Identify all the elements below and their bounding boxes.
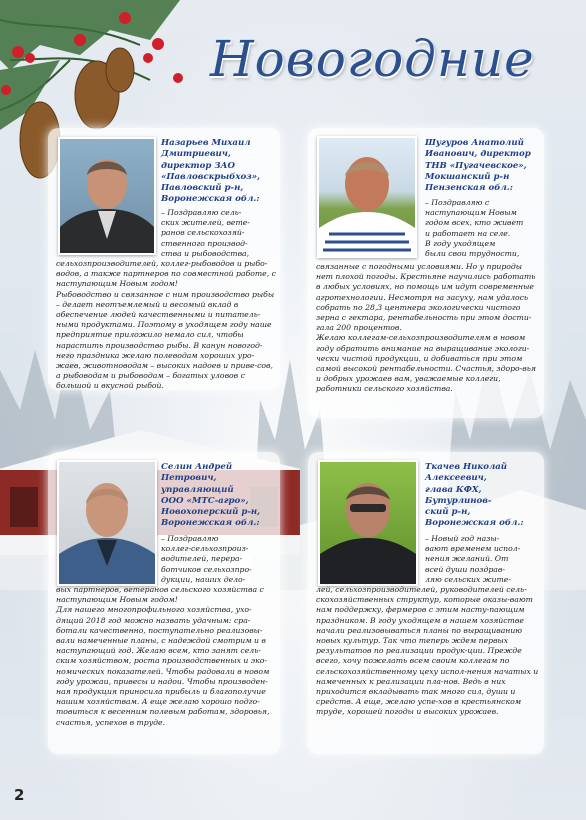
person-name: Шугуров Анатолий Иванович, директор ТНВ «Пугачевское», Мокшанский р-н Пензенская обл.: [425, 138, 531, 194]
page-number: 2 [14, 786, 25, 804]
portrait-photo [57, 460, 157, 586]
greeting-body: сельхозпроизводителей, коллег-рыбоводов и рыбо-водов, а также партнеров по совместной работе, с наступающим Новым годом! Рыбоводство и связанное с ним производство рыбы – делает неотъемлемый и весомый вклад в обеспечение людей качественными и питатель-ными продуктами. Поэтому в уходящем году наше предприятие приложило немало сил, чтобы нарастить производство рыбы. В канун новогод-него праздника желаю полеводам хороших уро-жаев, животноводам – высоких надоев и приве-сов, а рыбоводам и рыбоводам – богатых уловов с большой и вкусной рыбой. [56, 259, 276, 391]
greeting-intro: – Поздравляю с наступающим Новым годом всех, кто живет и работает на селе. В году уходящем были свои трудности, [425, 198, 524, 259]
portrait-photo [317, 136, 417, 258]
portrait-photo [58, 137, 156, 255]
greeting-intro: – Поздравляю сель- ских жителей, вете- ранов сельскохозяй- ственного производ- ства и рыбоводства, [161, 208, 250, 258]
greeting-body: связанные с погодными условиями. Но у природы нет плохой погоды. Крестьяне научились работать в любых условиях, но помощь им идут современные агротехнологии. Несмотря на засуху, нам удалось собрать по 28,3 центнера экологически чистого зерна с гектара, рентабельность при этом дости-гала 200 процентов. Желаю коллегам-сельхозпроизводителям в новом году обратить внимание на выращивание экологи-чески чистой продукции, и добиваться при этом самой высокой рентабельности. Счастья, здоро-вья и добрых урожаев вам, уважаемые коллеги, работники сельского хозяйства. [316, 262, 537, 394]
greeting-body: вых партнеров, ветеранов сельского хозяйства с наступающим Новым годом! Для нашего многопрофильного хозяйства, ухо-дящий 2018 год можно назвать удачным: сра-ботали качественно, поступательно реализовы-вали намеченные планы, с надеждой смотрим и в наступающий год. Желаю всем, кто занят сель-ским хозяйством, роста производственных и эко-номических показателей. Чтобы радовали в новом году урожаи, привесы и надои. Чтобы производен-ная продукция приносила прибыль и благополучие нашим хозяйствам. А еще желаю хорошо подго-товиться к весенним полевым работам, здоровья, счастья, успехов в труде. [56, 585, 270, 727]
greeting-intro: – Поздравляю коллег-сельхозпроиз- водителей, перера- ботчиков сельхозпро- дукции, наших дело- [161, 534, 252, 584]
greeting-intro: – Новый год назы- вают временем испол- нения желаний. От всей души поздрав- ляю сельских жите- [425, 534, 521, 584]
portrait-photo [318, 460, 418, 586]
page-title: Новогодние [210, 30, 535, 88]
person-name: Назарьев Михаил Дмитриевич, директор ЗАО «Павловскрыбхоз», Павловский р-н, Воронежская обл.: [161, 138, 261, 205]
greeting-body: лей, сельхозпроизводителей, руководителей сель-скохозяйственных структур, которые оказы-вают нам поддержку, фермеров с этим насту-пающим праздником. В году уходящем в нашем хозяйстве начали реализовываться планы по выращиванию новых культур. Так что теперь ждем первых результатов по реализации продук-ции. Прежде всего, хочу пожелать всем своим коллегам по сельскохозяйственному цеху испол-нения начатых и намеченных к реализации пла-нов. Ведь в них приходится вкладывать так много сил, души и средств. А еще, желаю успе-хов в крестьянском труде, хорошей погоды и высоких урожаев. [316, 585, 539, 717]
person-name: Ткачев Николай Алексеевич, глава КФХ, Бутурлинов- ский р-н, Воронежская обл.: [425, 462, 524, 529]
person-name: Селин Андрей Петрович, управляющий ООО «МТС-агро», Новохоперский р-н, Воронежская обл.: [161, 462, 261, 529]
